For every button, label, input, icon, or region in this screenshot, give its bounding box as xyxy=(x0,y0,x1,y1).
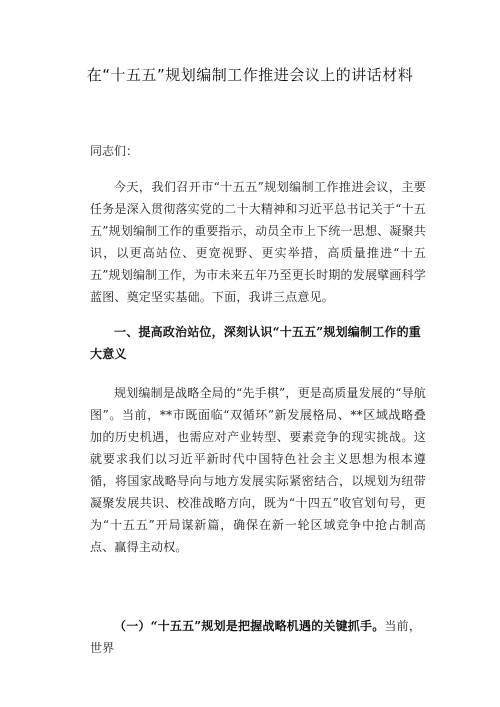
salutation: 同志们： xyxy=(90,144,139,158)
paragraph-intro: 今天，我们召开市“十五五”规划编制工作推进会议，主要任务是深入贯彻落实党的二十大精神和习近平总书记关于“十五五”规划编制工作的重要指示，动员全市上下统一思想、凝聚共识，以更高站位、更宽视野、更实举措，高质量推进“十五五”规划编制工作，为市未来五年乃至更长时期的发展擘画科学蓝图、奠定坚实基础。下面，我讲三点意见。 xyxy=(90,180,426,304)
subsection-paragraph-1 xyxy=(90,615,426,659)
document-title: 在“十五五”规划编制工作推进会议上的讲话材料 xyxy=(86,66,414,84)
paragraph-section-1: 规划编制是战略全局的“先手棋”，更是高质量发展的“导航图”。当前，**市既面临“双循环”新发展格局、**区域战略叠加的历史机遇，也需应对产业转型、要素竞争的现实挑战。这就要求我们以习近平新时代中国特色社会主义思想为根本遵循，将国家战略导向与地方发展实际紧密结合，以规划为纽带凝聚发展共识、校准战略方向，既为“十四五”收官划句号，更为“十五五”开局谋新篇，确保在新一轮区域竞争中抢占制高点、赢得主动权。 xyxy=(90,386,426,554)
section-heading-1: 一、提高政治站位，深刻认识“十五五”规划编制工作的重大意义 xyxy=(90,325,422,361)
subsection-text-1: 当前，世界 xyxy=(90,619,422,655)
subsection-heading-1: （一）“十五五”规划是把握战略机遇的关键抓手。 xyxy=(114,619,385,633)
